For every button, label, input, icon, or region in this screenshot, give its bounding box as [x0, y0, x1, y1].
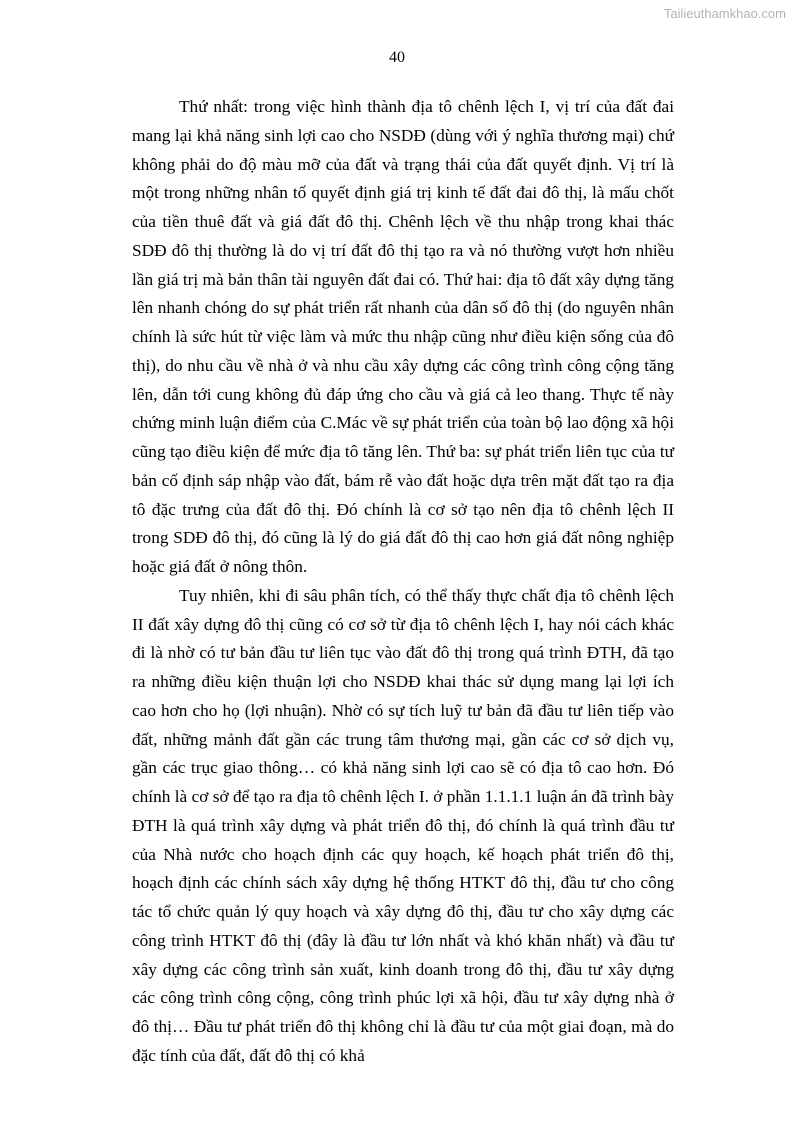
body-text	[132, 93, 674, 1071]
page-number: 40	[389, 49, 405, 66]
watermark: Tailieuthamkhao.com	[663, 6, 786, 21]
paragraph-1: Thứ nhất: trong việc hình thành địa tô chênh lệch I, vị trí của đất đai mang lại khả năng sinh lợi cao cho NSDĐ (dùng với ý nghĩa thương mại) chứ không phải do độ màu mỡ của đất và trạng thái của đất quyết định. Vị trí là một trong những nhân tố quyết định giá trị kinh tế đất đai đô thị, là mấu chốt của tiền thuê đất và giá đất đô thị. Chênh lệch về thu nhập trong khai thác SDĐ đô thị thường là do vị trí đất đô thị tạo ra và nó thường vượt hơn nhiều lần giá trị mà bản thân tài nguyên đất đai có. Thứ hai: địa tô đất xây dựng tăng lên nhanh chóng do sự phát triển rất nhanh của dân số đô thị (do nguyên nhân chính là sức hút từ việc làm và mức thu nhập cũng như điều kiện sống của đô thị), do nhu cầu về nhà ở và nhu cầu xây dựng các công trình công cộng tăng lên, dẫn tới cung không đủ đáp ứng cho cầu và giá cả leo thang. Thực tế này chứng minh luận điểm của C.Mác về sự phát triển của toàn bộ lao động xã hội cũng tạo điều kiện để mức địa tô tăng lên. Thứ ba: sự phát triển liên tục của tư bản cố định sáp nhập vào đất, bám rễ vào đất hoặc dựa trên mặt đất tạo ra địa tô đặc trưng của đất đô thị. Đó chính là cơ sở tạo nên địa tô chênh lệch II trong SDĐ đô thị, đó cũng là lý do giá đất đô thị cao hơn giá đất nông nghiệp hoặc giá đất ở nông thôn.	[132, 97, 674, 576]
paragraph-2: Tuy nhiên, khi đi sâu phân tích, có thể thấy thực chất địa tô chênh lệch II đất xây dựng đô thị cũng có cơ sở từ địa tô chênh lệch I, hay nói cách khác đi là nhờ có tư bản đầu tư liên tục vào đất đô thị trong quá trình ĐTH, đã tạo ra những điều kiện thuận lợi cho NSDĐ khai thác sử dụng mang lại lợi ích cao hơn cho họ (lợi nhuận). Nhờ có sự tích luỹ tư bản đã đầu tư liên tiếp vào đất, những mảnh đất gần các trung tâm thương mại, gần các cơ sở dịch vụ, gần các trục giao thông… có khả năng sinh lợi cao sẽ có địa tô cao hơn. Đó chính là cơ sở để tạo ra địa tô chênh lệch I. ở phần 1.1.1.1 luận án đã trình bày ĐTH là quá trình xây dựng và phát triển đô thị, đó chính là quá trình đầu tư của Nhà nước cho hoạch định các quy hoạch, kế hoạch phát triển đô thị, hoạch định các chính sách xây dựng hệ thống HTKT đô thị, đầu tư cho công tác tổ chức quản lý quy hoạch và xây dựng đô thị, đầu tư cho xây dựng các công trình HTKT đô thị (đây là đầu tư lớn nhất và khó khăn nhất) và đầu tư xây dựng các công trình sản xuất, kinh doanh trong đô thị, đầu tư xây dựng các công trình công cộng, công trình phúc lợi xã hội, đầu tư xây dựng nhà ở đô thị… Đầu tư phát triển đô thị không chỉ là đầu tư của một giai đoạn, mà do đặc tính của đất, đất đô thị có khả	[132, 585, 674, 1065]
